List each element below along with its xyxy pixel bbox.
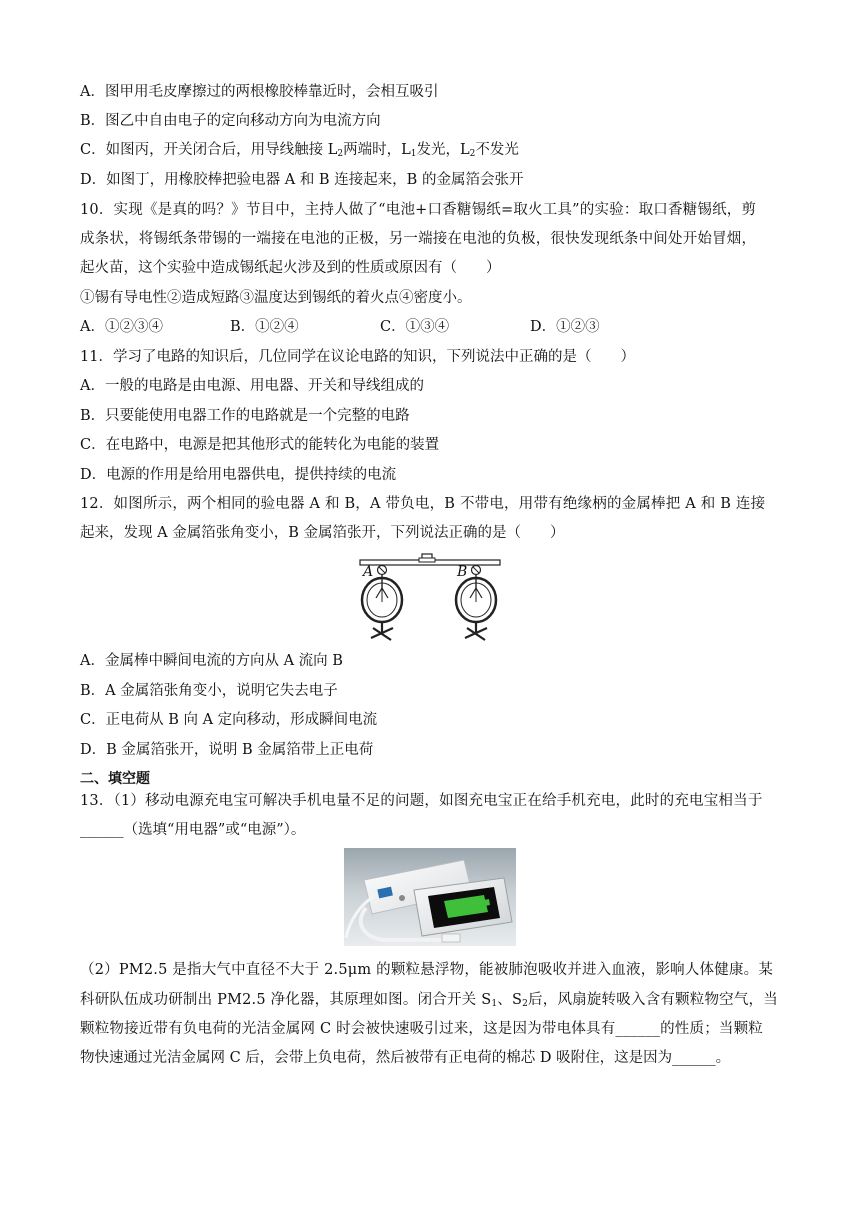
q10-stem-line-4: ①锡有导电性②造成短路③温度达到锡纸的着火点④密度小。 [80, 290, 472, 306]
q13-line-2: ______（选填“用电器”或“电源”）。 [80, 822, 306, 838]
q11-option-c: C．在电路中，电源是把其他形式的能转化为电能的装置 [80, 437, 440, 453]
q10-option-b: B．①②④ [230, 319, 299, 335]
q13-p2-l2-sub-2: 2 [522, 999, 529, 1009]
q9-c-text-4: 不发光 [475, 142, 519, 158]
q12-option-b: B．A 金属箔张角变小，说明它失去电子 [80, 683, 338, 699]
q10-option-c: C．①③④ [380, 319, 450, 335]
electroscope-figure [355, 550, 505, 645]
q10-stem-line-1: 10．实现《是真的吗？》节目中，主持人做了“电池+口香糖锡纸=取火工具”的实验：取口香糖锡纸，剪 [80, 202, 757, 218]
q12-option-a: A．金属棒中瞬间电流的方向从 A 流向 B [80, 653, 343, 669]
label-b: B [457, 564, 468, 580]
q9-c-sub-1: 2 [337, 149, 344, 159]
q9-option-a: A．图甲用毛皮摩擦过的两根橡胶棒靠近时，会相互吸引 [80, 84, 439, 100]
q9-c-sub-3: 2 [469, 149, 476, 159]
q9-option-d: D．如图丁，用橡胶棒把验电器 A 和 B 连接起来，B 的金属箔会张开 [80, 172, 524, 188]
q12-option-c: C．正电荷从 B 向 A 定向移动，形成瞬间电流 [80, 712, 378, 728]
q11-option-b: B．只要能使用电器工作的电路就是一个完整的电路 [80, 408, 410, 424]
q13-part2-line-3: 颗粒物接近带有负电荷的光洁金属网 C 时会被快速吸引过来，这是因为带电体具有______的性质；当颗粒 [80, 1021, 764, 1037]
q13-p2-l2-text-2: 、S [497, 992, 523, 1008]
q12-option-d: D．B 金属箔张开，说明 B 金属箔带上正电荷 [80, 742, 374, 758]
label-a: A [363, 564, 374, 580]
q9-c-text-2: 两端时，L [343, 142, 411, 158]
q9-c-text-1: C．如图丙，开关闭合后，用导线触接 L [80, 142, 338, 158]
power-bank-photo [344, 848, 516, 946]
q13-p2-l2-text-3: 后，风扇旋转吸入含有颗粒物空气，当 [528, 992, 778, 1008]
q10-options [80, 317, 680, 337]
q9-c-sub-2: 1 [410, 149, 417, 159]
q9-option-b: B．图乙中自由电子的定向移动方向为电流方向 [80, 113, 381, 129]
q9-option-c [80, 140, 519, 160]
q13-part2-line-4: 物快速通过光洁金属网 C 后，会带上负电荷，然后被带有正电荷的棉芯 D 吸附住，这是因为______。 [80, 1050, 731, 1066]
q10-stem-line-3: 起火苗，这个实验中造成锡纸起火涉及到的性质或原因有（ ） [80, 260, 501, 276]
q13-part2-line-2 [80, 990, 778, 1010]
q10-option-d: D．①②③ [530, 319, 600, 335]
q13-p2-l2-sub-1: 1 [491, 999, 498, 1009]
q13-part2-line-1: （2）PM2.5 是指大气中直径不大于 2.5μm 的颗粒悬浮物，能被肺泡吸收并进入血液，影响人体健康。某 [80, 962, 774, 978]
q13-p2-l2-text-1: 科研队伍成功研制出 PM2.5 净化器，其原理如图。闭合开关 S [80, 992, 492, 1008]
section-title-fill-blank: 二、填空题 [80, 771, 150, 787]
q10-stem-line-2: 成条状，将锡纸条带锡的一端接在电池的正极，另一端接在电池的负极，很快发现纸条中间处开始冒烟， [80, 231, 757, 247]
q11-option-d: D．电源的作用是给用电器供电，提供持续的电流 [80, 467, 397, 483]
q13-line-1: 13．（1）移动电源充电宝可解决手机电量不足的问题，如图充电宝正在给手机充电，此时的充电宝相当于 [80, 793, 763, 809]
q11-stem: 11．学习了电路的知识后，几位同学在议论电路的知识，下列说法中正确的是（ ） [80, 349, 635, 365]
q11-option-a: A．一般的电路是由电源、用电器、开关和导线组成的 [80, 378, 424, 394]
q12-stem-line-1: 12．如图所示，两个相同的验电器 A 和 B，A 带负电，B 不带电，用带有绝缘柄的金属棒把 A 和 B 连接 [80, 496, 766, 512]
q10-option-a: A．①②③④ [80, 319, 163, 335]
q12-stem-line-2: 起来，发现 A 金属箔张角变小，B 金属箔张开，下列说法正确的是（ ） [80, 525, 565, 541]
q9-c-text-3: 发光，L [416, 142, 470, 158]
